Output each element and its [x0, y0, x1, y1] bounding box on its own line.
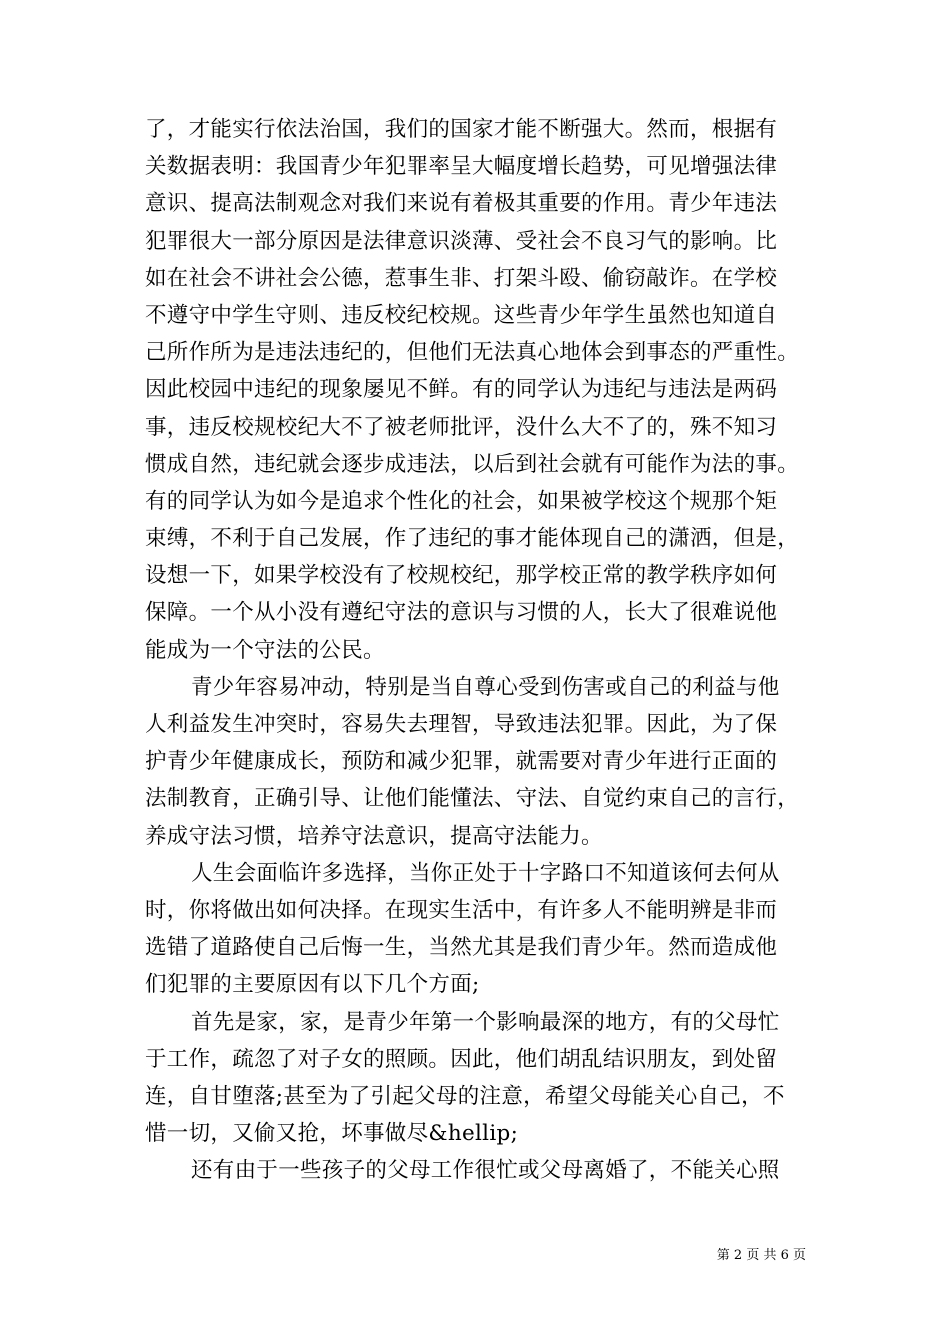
text-line: 有的同学认为如今是追求个性化的社会，如果被学校这个规那个矩: [145, 488, 778, 514]
text-line: 于工作，疏忽了对子女的照顾。因此，他们胡乱结识朋友，到处留: [145, 1046, 778, 1072]
text-line: 惜一切，又偷又抢，坏事做尽&hellip;: [145, 1121, 519, 1147]
text-line: 首先是家，家，是青少年第一个影响最深的地方，有的父母忙: [191, 1009, 780, 1035]
text-line: 时，你将做出如何决择。在现实生活中，有许多人不能明辨是非而: [145, 897, 778, 923]
text-line: 束缚，不利于自己发展，作了违纪的事才能体现自己的潇洒，但是，: [145, 526, 800, 552]
text-line: 意识、提高法制观念对我们来说有着极其重要的作用。青少年违法: [145, 191, 778, 217]
document-body: [145, 111, 815, 1189]
text-line: 如在社会不讲社会公德，惹事生非、打架斗殴、偷窃敲诈。在学校: [145, 265, 778, 291]
text-line: 关数据表明：我国青少年犯罪率呈大幅度增长趋势，可见增强法律: [145, 154, 778, 180]
text-line: 护青少年健康成长，预防和减少犯罪，就需要对青少年进行正面的: [145, 749, 778, 775]
text-line: 连，自甘堕落;甚至为了引起父母的注意，希望父母能关心自己，不: [145, 1083, 785, 1109]
text-line: 犯罪很大一部分原因是法律意识淡薄、受社会不良习气的影响。比: [145, 228, 778, 254]
text-line: 保障。一个从小没有遵纪守法的意识与习惯的人，长大了很难说他: [145, 600, 778, 626]
text-line: 人生会面临许多选择，当你正处于十字路口不知道该何去何从: [191, 860, 780, 886]
text-line: 因此校园中违纪的现象屡见不鲜。有的同学认为违纪与违法是两码: [145, 377, 778, 403]
text-line: 设想一下，如果学校没有了校规校纪，那学校正常的教学秩序如何: [145, 563, 778, 589]
text-line: 己所作所为是违法违纪的，但他们无法真心地体会到事态的严重性。: [145, 340, 800, 366]
text-line: 青少年容易冲动，特别是当自尊心受到伤害或自己的利益与他: [191, 674, 780, 700]
page-number-footer: 第 2 页 共 6 页: [716, 1248, 806, 1263]
text-line: 还有由于一些孩子的父母工作很忙或父母离婚了，不能关心照: [191, 1158, 780, 1184]
text-line: 了，才能实行依法治国，我们的国家才能不断强大。然而，根据有: [145, 117, 778, 142]
text-line: 法制教育，正确引导、让他们能懂法、守法、自觉约束自己的言行，: [145, 786, 800, 812]
text-line: 人利益发生冲突时，容易失去理智，导致违法犯罪。因此，为了保: [145, 712, 778, 737]
text-line: 不遵守中学生守则、违反校纪校规。这些青少年学生虽然也知道自: [145, 302, 778, 328]
text-line: 选错了道路使自己后悔一生，当然尤其是我们青少年。然而造成他: [145, 935, 778, 961]
text-line: 惯成自然，违纪就会逐步成违法，以后到社会就有可能作为法的事。: [145, 451, 800, 477]
text-line: 养成守法习惯，培养守法意识，提高守法能力。: [145, 823, 603, 849]
text-line: 能成为一个守法的公民。: [145, 637, 385, 663]
text-line: 们犯罪的主要原因有以下几个方面;: [145, 972, 480, 998]
text-line: 事，违反校规校纪大不了被老师批评，没什么大不了的，殊不知习: [145, 414, 778, 440]
